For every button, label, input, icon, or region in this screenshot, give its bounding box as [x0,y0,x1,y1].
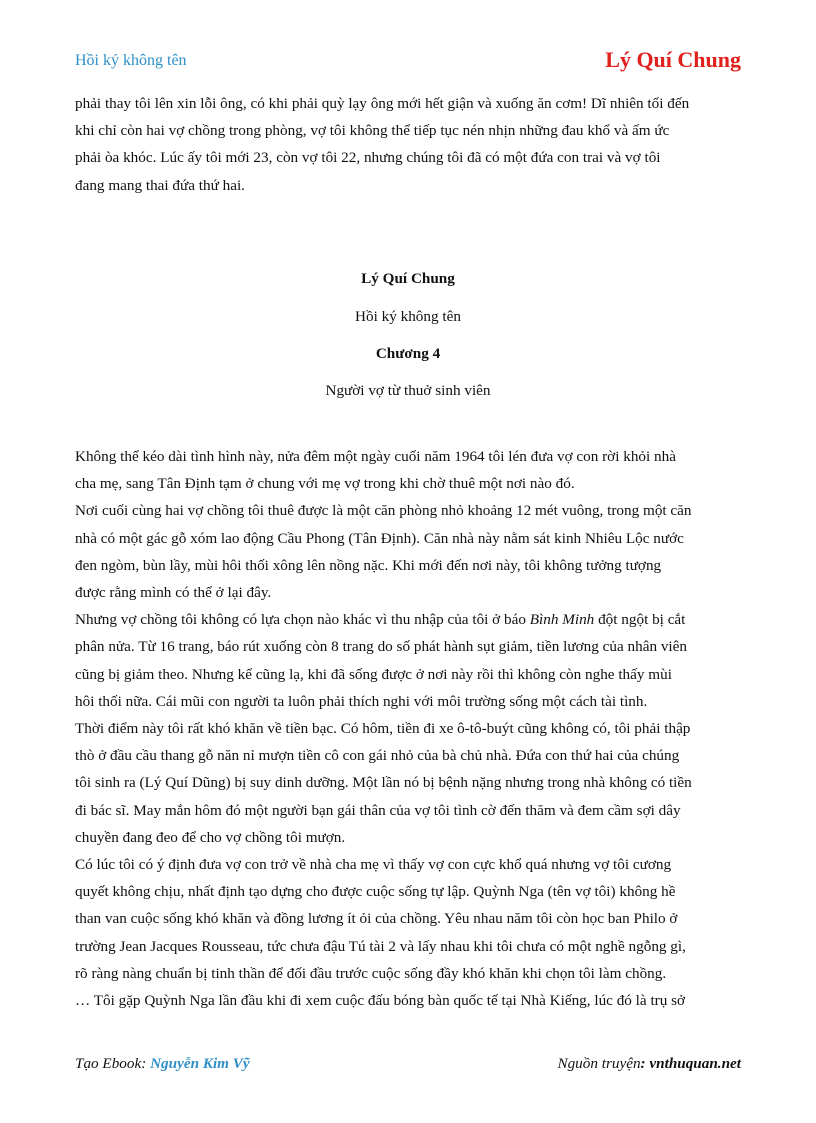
footer-source [557,1055,741,1073]
text-line: chuyền đang đeo để cho vợ chồng tôi mượn. [75,828,346,846]
text-line: đi bác sĩ. May mắn hôm đó một người bạn gái thân của vợ tôi tình cờ đến thăm và đem cầm sợi dây [75,801,681,819]
text-line: đen ngòm, bùn lầy, mùi hôi thối xông lên nồng nặc. Khi mới đến nơi này, tôi không tưởng tượng [75,556,662,574]
text-line: hôi thối nữa. Cái mũi con người ta luôn phải thích nghi với môi trường sống một cách tài tình. [75,692,648,710]
text-line: phải thay tôi lên xin lỗi ông, có khi phải quỳ lạy ông mới hết giận và xuống ăn cơm! Dĩ nhiên tối đến [75,95,690,112]
text-line: quyết không chịu, nhất định tạo dựng cho được cuộc sống tự lập. Quỳnh Nga (tên vợ tôi) không hề [75,883,676,901]
text-line: đang mang thai đứa thứ hai. [75,176,245,194]
text-line [75,606,745,633]
text-line: phải òa khóc. Lúc ấy tôi mới 23, còn vợ tôi 22, nhưng chúng tôi đã có một đứa con trai và vợ tôi [75,149,661,167]
footer-ebook-credit [75,1055,250,1073]
creator-name: Nguyễn Kim Vỹ [150,1055,250,1072]
text-line: Không thể kéo dài tình hình này, nửa đêm một ngày cuối năm 1964 tôi lén đưa vợ con rời khỏi nhà [75,448,676,465]
source-site: vnthuquan.net [649,1055,741,1072]
chapter-author: Lý Quí Chung [361,270,455,287]
text-line: Thời điểm này tôi rất khó khăn về tiền bạc. Có hôm, tiền đi xe ô-tô-buýt cũng không có, tôi phải thập [75,720,691,738]
header-book-title: Hồi ký không tên [75,52,187,69]
text-line: nhà có một gác gỗ xóm lao động Cầu Phong (Tân Định). Căn nhà này nằm sát kinh Nhiêu Lộc nước [75,529,684,547]
intro-paragraph [75,90,745,199]
text-line: cha mẹ, sang Tân Định tạm ở chung với mẹ vợ trong khi chờ thuê một nơi nào đó. [75,475,575,493]
text-line: cũng bị giảm theo. Nhưng kể cũng lạ, khi đã sống được ở nơi này rồi thì không còn nghe thấy mùi [75,665,672,683]
text-line: tôi sinh ra (Lý Quí Dũng) bị suy dinh dưỡng. Một lần nó bị bệnh nặng nhưng trong nhà không có tiền [75,774,692,792]
text-line: Nơi cuối cùng hai vợ chồng tôi thuê được là một căn phòng nhỏ khoảng 12 mét vuông, trong một căn [75,502,692,520]
chapter-title: Người vợ từ thuở sinh viên [325,382,491,399]
chapter-body [75,443,745,1014]
chapter-number: Chương 4 [375,345,441,362]
text-span: đột ngột bị cắt [594,611,686,629]
text-line: thò ở đầu cầu thang gỗ năn nỉ mượn tiền cô con gái nhỏ của bà chủ nhà. Đứa con thứ hai của chúng [75,747,680,765]
text-span: Nhưng vợ chồng tôi không có lựa chọn nào khác vì thu nhập của tôi ở báo [75,611,530,629]
creator-label: Tạo Ebook [75,1055,142,1072]
text-line: trường Jean Jacques Rousseau, tức chưa đậu Tú tài 2 và lấy nhau khi tôi chưa có một nghề ngỗng gì, [75,937,686,955]
chapter-book-title: Hồi ký không tên [355,308,461,325]
text-line: than van cuộc sống khó khăn và đồng lương ít ỏi của chồng. Yêu nhau năm tôi còn học ban Philo ở [75,910,678,928]
text-line: … Tôi gặp Quỳnh Nga lần đầu khi đi xem cuộc đấu bóng bàn quốc tế tại Nhà Kiếng, lúc đó là trụ sở [75,992,686,1010]
header-author: Lý Quí Chung [605,47,741,72]
text-line: rõ ràng nàng chuẩn bị tinh thần để đối đầu trước cuộc sống đầy khó khăn khi chọn tôi làm chồng. [75,964,667,982]
colon: : [640,1055,650,1072]
colon: : [141,1055,151,1072]
source-label: Nguồn truyện [557,1055,641,1072]
text-line: phân nửa. Từ 16 trang, báo rút xuống còn 8 trang do số phát hành sụt giảm, tiền lương của nhân viên [75,638,687,656]
newspaper-name: Bình Minh [529,611,595,629]
text-line: khi chỉ còn hai vợ chồng trong phòng, vợ tôi không thể tiếp tục nén nhịn những đau khổ và ấm ức [75,122,670,140]
text-line: Có lúc tôi có ý định đưa vợ con trở về nhà cha mẹ vì thấy vợ con cực khổ quá nhưng vợ tôi cương [75,856,672,874]
text-line: được rằng mình có thể ở lại đây. [75,584,272,602]
